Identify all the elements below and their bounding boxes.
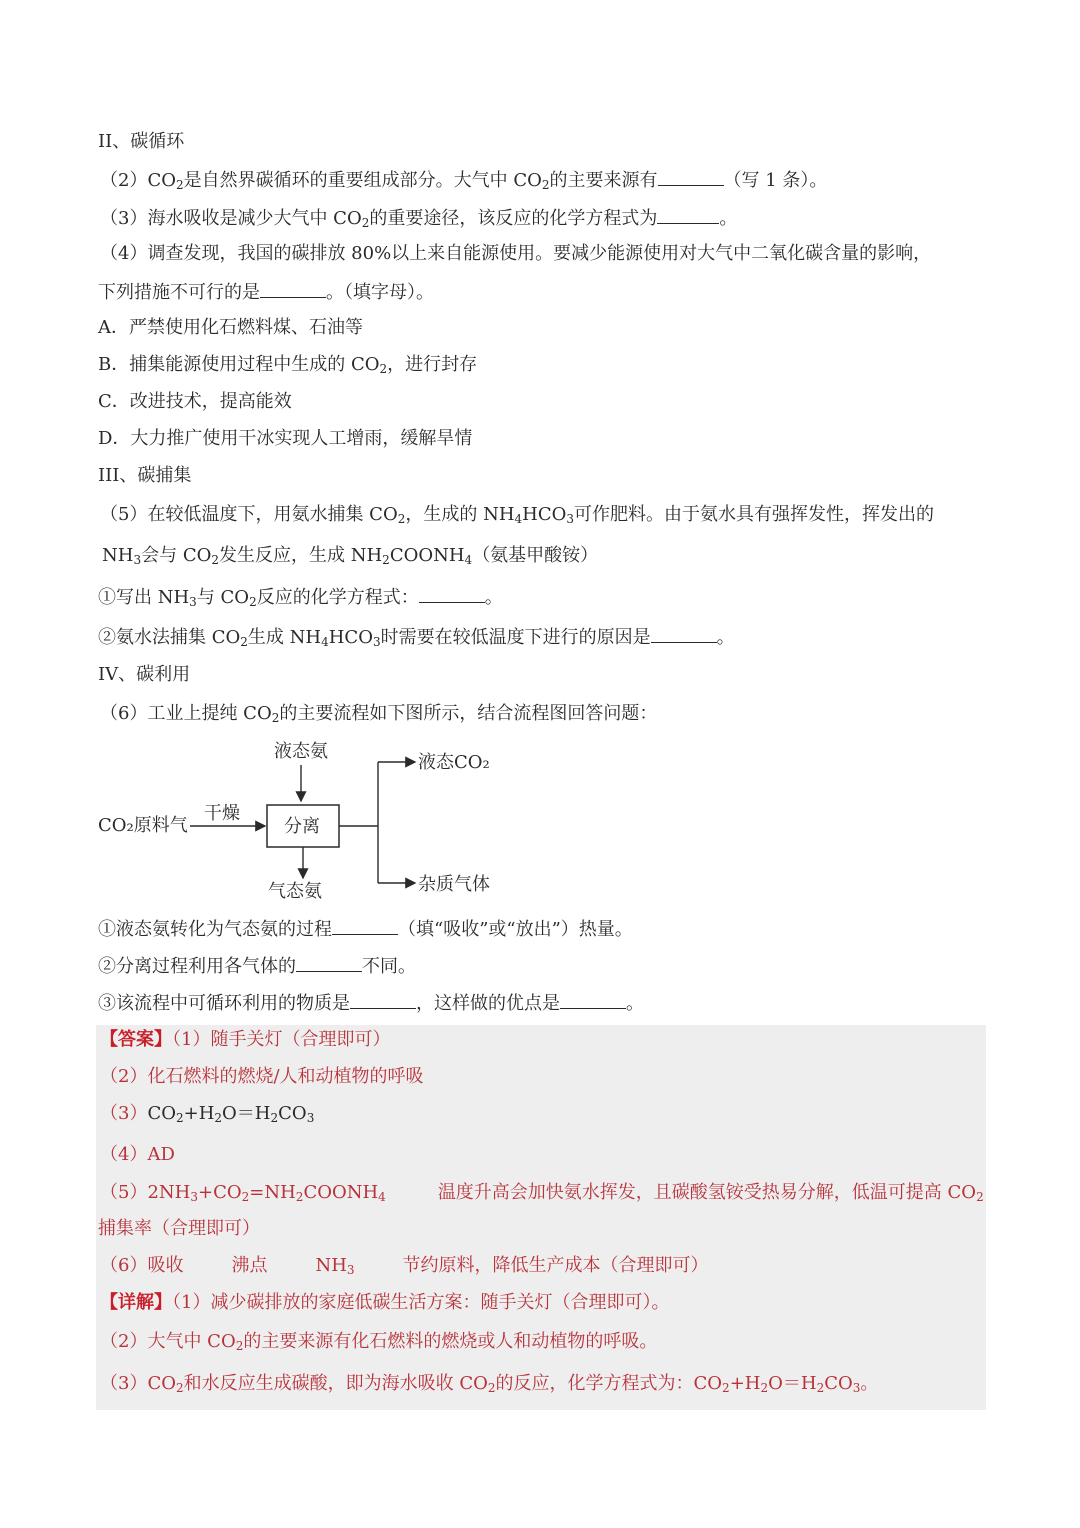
- liquid-ammonia-label: 液态氨: [274, 741, 328, 762]
- process-flow-diagram: [90, 735, 510, 905]
- answer-blank[interactable]: [296, 953, 362, 972]
- detail-2: （2）大气中 $CO_2$的主要来源有化石燃料的燃烧或人和动植物的呼吸。: [100, 1331, 658, 1353]
- question-6: （6）工业上提纯 $CO_2$的主要流程如下图所示，结合流程图回答问题：: [100, 703, 658, 725]
- detail-1: 【详解】（1）减少碳排放的家庭低碳生活方案：随手关灯（合理即可）。: [100, 1292, 670, 1313]
- answer-blank[interactable]: [350, 990, 416, 1009]
- answer-blank[interactable]: [332, 916, 398, 935]
- answer-blank[interactable]: [651, 624, 717, 643]
- answer-blank[interactable]: [658, 167, 724, 186]
- question-2: $(2)CO_2$是自然界碳循环的重要组成部分。大气中 $CO_2$的主要来源有 （写 1 条）。: [100, 167, 827, 193]
- feed-gas-label: CO₂原料气: [98, 815, 188, 836]
- question-5-line-1: （5）在较低温度下，用氨水捕集 $CO_2$，生成的 $NH_4HCO_3$可作肥料。由于氨水具有强挥发性，挥发出的: [100, 504, 935, 526]
- question-4-line-2: 下列措施不可行的是 。（填字母）。: [98, 279, 434, 305]
- answer-blank[interactable]: [260, 279, 326, 298]
- answer-6: （6）吸收 沸点 $NH_3$ 节约原料，降低生产成本（合理即可）: [100, 1255, 709, 1277]
- impurity-gas-label: 杂质气体: [418, 874, 490, 895]
- separation-label: 分离: [284, 816, 320, 837]
- question-5-sub-2: ②氨水法捕集 $CO_2$生成 $NH_4HCO_3$时需要在较低温度下进行的原因是 。: [98, 624, 735, 650]
- option-b: B．捕集能源使用过程中生成的 $CO_2$，进行封存: [98, 354, 478, 376]
- question-6-sub-2: ②分离过程利用各气体的 不同。: [98, 953, 416, 979]
- gaseous-ammonia-label: 气态氨: [268, 881, 322, 902]
- option-c: C．改进技术，提高能效: [98, 391, 292, 412]
- section-heading-carbon-utilization: IV、碳利用: [98, 664, 191, 685]
- answer-blank[interactable]: [419, 584, 485, 603]
- question-3: （3）海水吸收是减少大气中 $CO_2$的重要途径，该反应的化学方程式为 。: [100, 205, 737, 231]
- answer-5-continued: 捕集率（合理即可）: [98, 1218, 260, 1239]
- question-5-sub-1: ①写出 $NH_3$与 $CO_2$反应的化学方程式： 。: [98, 584, 503, 610]
- option-d: D．大力推广使用干冰实现人工增雨，缓解旱情: [98, 428, 473, 449]
- option-a: A．严禁使用化石燃料煤、石油等: [98, 317, 363, 338]
- question-5-line-2: $NH_3$会与 $CO_2$发生反应，生成 $NH_2COONH_4$（氨基甲酸铵）: [102, 545, 599, 567]
- answer-3: $(3)CO_2+H_2O=H_2CO_3$: [100, 1103, 315, 1125]
- question-6-sub-3: ③该流程中可循环利用的物质是 ，这样做的优点是 。: [98, 990, 644, 1016]
- question-6-sub-1: ①液态氨转化为气态氨的过程 （填“吸收”或“放出”）热量。: [98, 916, 633, 942]
- answer-blank[interactable]: [560, 990, 626, 1009]
- answer-1: 【答案】（1）随手关灯（合理即可）: [100, 1029, 391, 1050]
- detail-3: $(3)CO_2$和水反应生成碳酸，即为海水吸收 $CO_2$的反应，化学方程式为：$CO_2+H_2O=H_2CO_3$。: [100, 1373, 879, 1395]
- section-heading-carbon-capture: III、碳捕集: [98, 465, 192, 486]
- drying-label: 干燥: [204, 803, 240, 824]
- answer-4: （4）AD: [100, 1144, 175, 1165]
- answer-blank[interactable]: [657, 205, 719, 224]
- liquid-co2-label: 液态CO₂: [418, 752, 490, 773]
- question-4-line-1: （4）调查发现，我国的碳排放 80%以上来自能源使用。要减少能源使用对大气中二氧化碳含量的影响，: [100, 243, 932, 264]
- answer-5: $(5)2NH_3+CO_2=NH_2COONH_4$ 温度升高会加快氨水挥发，且碳酸氢铵受热易分解，低温可提高 $CO_2$: [100, 1182, 984, 1204]
- section-heading-carbon-cycle: II、碳循环: [98, 131, 185, 152]
- answer-2: （2）化石燃料的燃烧/人和动植物的呼吸: [100, 1066, 424, 1087]
